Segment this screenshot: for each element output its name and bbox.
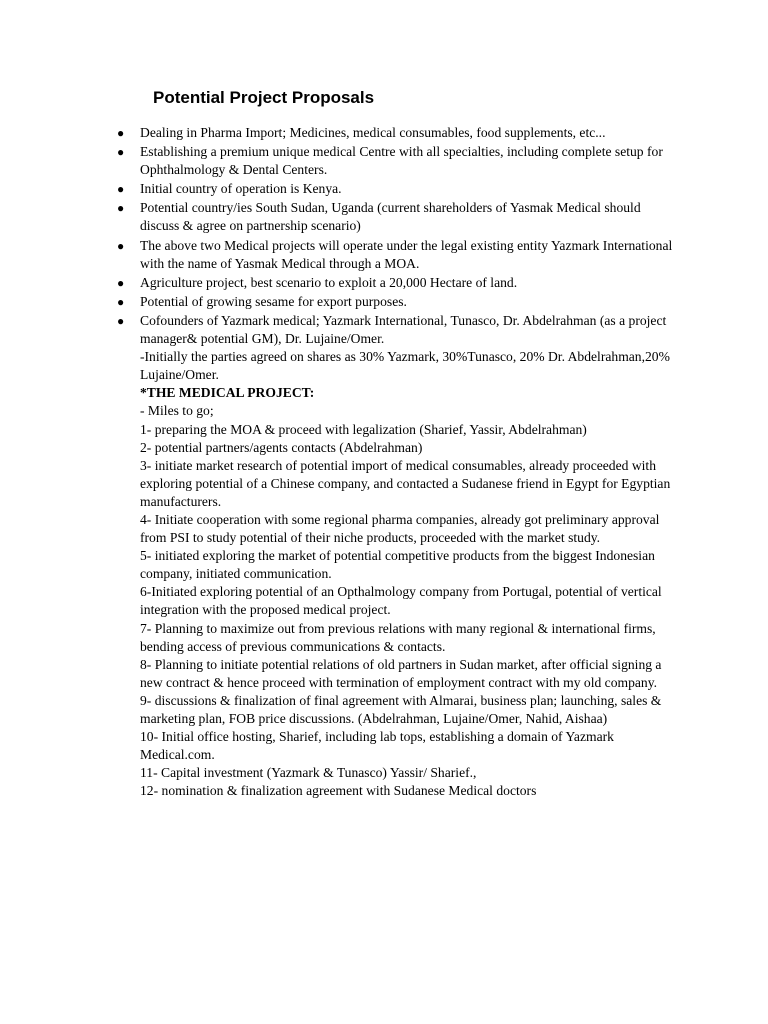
list-item <box>117 180 677 198</box>
milestone-list <box>140 421 677 801</box>
list-item-text: Dealing in Pharma Import; Medicines, medical consumables, food supplements, etc... <box>140 125 606 140</box>
list-item-text: Agriculture project, best scenario to exploit a 20,000 Hectare of land. <box>140 274 518 290</box>
bullet-icon: ● <box>117 145 125 160</box>
milestone-item: 4- Initiate cooperation with some regional pharma companies, already got preliminary approval from PSI to study potential of their niche products, proceeded with the market study. <box>140 511 660 546</box>
milestone-item: 2- potential partners/agents contacts (Abdelrahman) <box>140 439 423 455</box>
list-item-text: Potential country/ies South Sudan, Uganda (current shareholders of Yasmak Medical should discuss & agree on partnership scenario) <box>140 200 641 234</box>
milestone-item: 10- Initial office hosting, Sharief, including lab tops, establishing a domain of Yazmark Medical.com. <box>140 729 614 763</box>
list-item <box>117 312 677 801</box>
milestone-item: 1- preparing the MOA & proceed with legalization (Sharief, Yassir, Abdelrahman) <box>140 421 587 437</box>
bullet-icon: ● <box>117 201 125 216</box>
milestone-item: 8- Planning to initiate potential relations of old partners in Sudan market, after official signing a new contract & hence proceed with termination of employment contract with my old company. <box>140 656 662 690</box>
proposal-list <box>117 124 677 800</box>
list-item-text: Initial country of operation is Kenya. <box>140 181 342 197</box>
milestone-item: 9- discussions & finalization of final agreement with Almarai, business plan; launching, sales & marketing plan, FOB price discussions. (Abdelrahman, Lujaine/Omer, Nahid, Aishaa) <box>140 692 662 726</box>
milestone-item: 5- initiated exploring the market of potential competitive products from the biggest Indonesian company, initiated communication. <box>140 548 655 582</box>
milestone-item: 7- Planning to maximize out from previous relations with many regional & international firms, bending access of previous communications & contacts. <box>140 620 656 654</box>
list-item-text: Establishing a premium unique medical Centre with all specialties, including complete setup for Ophthalmology & Dental Centers. <box>140 144 663 178</box>
shares-note: -Initially the parties agreed on shares as 30% Yazmark, 30%Tunasco, 20% Dr. Abdelrahman,20% Lujaine/Omer. <box>140 349 670 383</box>
bullet-icon: ● <box>117 238 125 253</box>
milestone-item: 11- Capital investment (Yazmark & Tunasco) Yassir/ Sharief., <box>140 765 477 781</box>
list-item <box>117 293 677 311</box>
list-item-text: Cofounders of Yazmark medical; Yazmark International, Tunasco, Dr. Abdelrahman (as a project manager& potential GM), Dr. Lujaine/Omer. <box>140 312 667 347</box>
list-item <box>117 237 677 273</box>
bullet-icon: ● <box>117 126 125 140</box>
milestone-item: 3- initiate market research of potential import of medical consumables, already proceeded with exploring potential of a Chinese company, and contacted a Sudanese friend in Egypt for Egyptian manufacturers. <box>140 457 671 509</box>
milestone-item: 12- nomination & finalization agreement with Sudanese Medical doctors <box>140 783 537 799</box>
bullet-icon: ● <box>117 313 125 328</box>
milestone-item: 6-Initiated exploring potential of an Opthalmology company from Portugal, potential of vertical integration with the proposed medical project. <box>140 584 662 618</box>
document-body <box>117 124 677 801</box>
page-title: Potential Project Proposals <box>153 88 375 107</box>
medical-project-heading: *THE MEDICAL PROJECT: <box>140 385 315 401</box>
list-item <box>117 199 677 235</box>
bullet-icon: ● <box>117 294 125 309</box>
bullet-icon: ● <box>117 275 125 290</box>
list-item-text: Potential of growing sesame for export purposes. <box>140 293 407 309</box>
miles-label: - Miles to go; <box>140 403 214 419</box>
list-item <box>117 124 677 142</box>
list-item <box>117 143 677 179</box>
list-item <box>117 274 677 292</box>
bullet-icon: ● <box>117 182 125 197</box>
list-item-text: The above two Medical projects will operate under the legal existing entity Yazmark International with the name of Yasmak Medical through a MOA. <box>140 237 673 271</box>
